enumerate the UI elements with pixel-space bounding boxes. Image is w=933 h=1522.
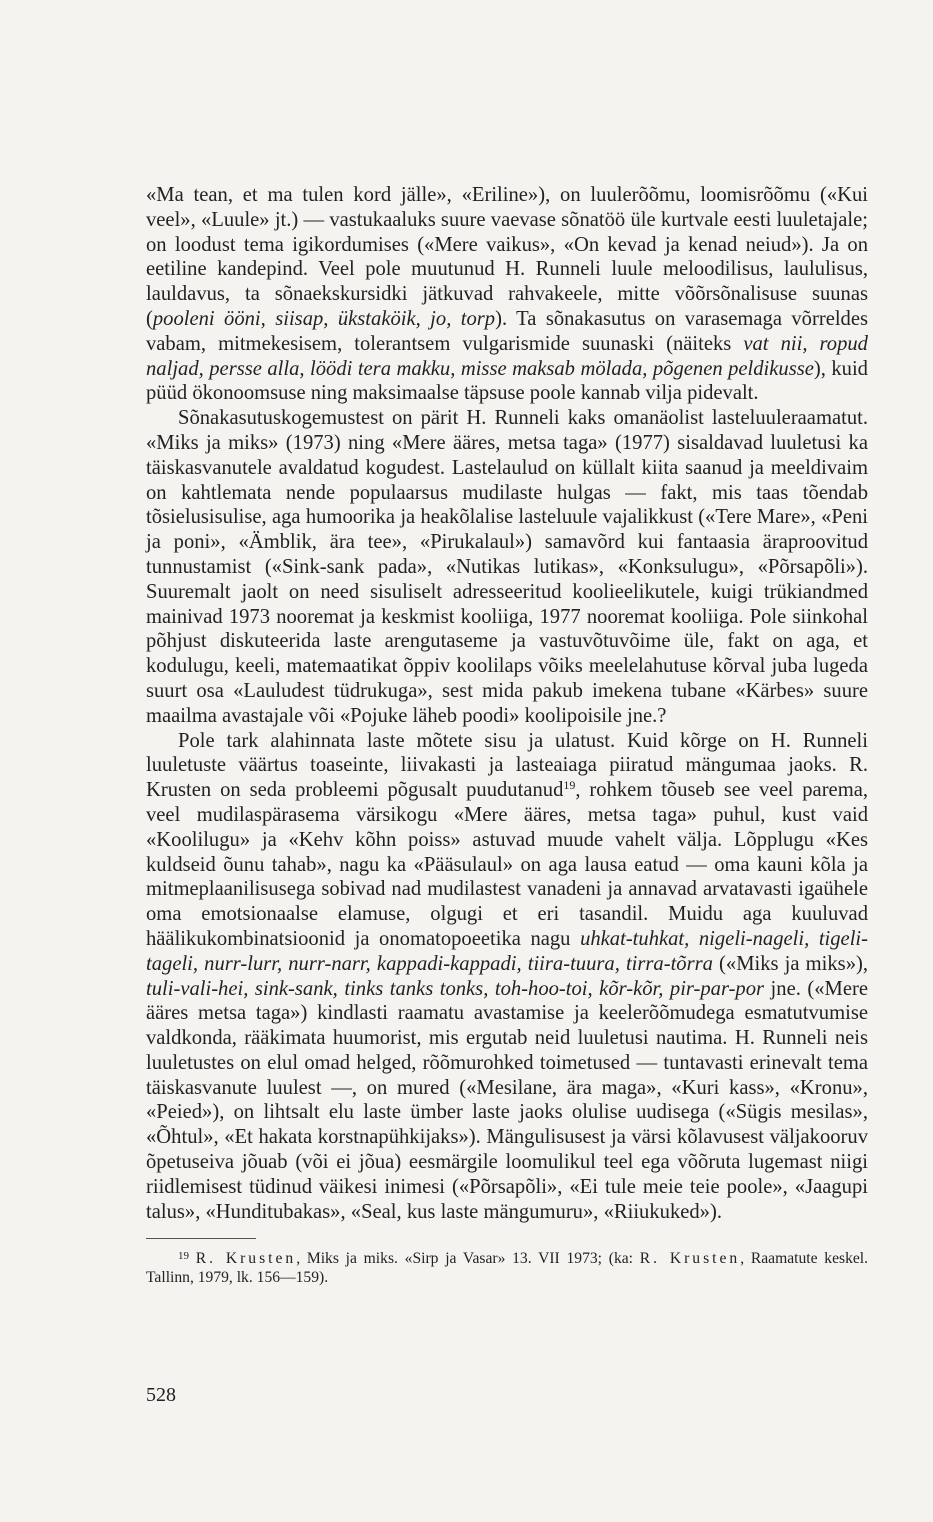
- text-segment: Sõnakasutuskogemustest on pärit H. Runneli kaks omanäolist lasteluuleraamatut. «Miks ja miks» (1973) ning «Mere ääres, metsa taga» (1977) sisaldavad luuletusi ka täiskasvanutele avaldatud kogudest. Lastelaulud on küllalt kiita saanud ja meeldivaim on kahtlemata nende populaarsus mudilaste hulgas — fakt, mis taas tõendab tõsielusisulise, aga humoorika ja heakõlalise lasteluule vajalikkust («Tere Mare», «Peni ja poni», «Ämblik, ära tee», «Pirukalaul») samavõrd kui fantaasia äraproovitud tunnustamist («Sink-sank pada», «Nutikas lutikas», «Konksulugu», «Põrsapõli»). Suuremalt jaolt on need sisuliselt adresseeritud koolieelikutele, kuigi trükiandmed mainivad 1973 nooremat ja keskmist kooliiga, 1977 nooremat kooliiga. Pole siinkohal põhjust diskuteerida laste arengutaseme ja vastuvõtuvõime üle, fakt on aga, et kodulugu, keeli, matemaatikat õppiv koolilaps võiks meelelahutuse kõrval juba lugeda suurt osa «Lauludest tüdrukuga», sest mida pakub imekena tubane «Kärbes» suure maailma avastajale või «Pojuke läheb poodi» koolipoisile jne.?: [146, 407, 868, 727]
- text-segment: pooleni ööni, siisap, ükstaköik, jo, torp: [152, 307, 496, 330]
- paragraph-3: [146, 729, 868, 1225]
- footnote-text: , Miks ja miks. «Sirp ja Vasar» 13. VII 1973; (ka:: [296, 1250, 640, 1268]
- text-segment: ), kuid püüd ökonoomsuse ning maksimaalse täpsuse poole kannab vilja pidevalt.: [146, 357, 868, 405]
- text-segment: ). Ta sõnakasutus on varasemaga võrreldes vabam, mitmekesisem, tolerantsem vulgarismide suunaski (näiteks: [146, 307, 869, 355]
- page-number: 528: [146, 1384, 176, 1406]
- text-segment: jne. («Mere ääres metsa taga») kindlasti raamatu avastamise ja keelerõõmudega esmatutvumise valdkonda, rääkimata huumorist, mis ergutab neid luuletusi nautima. H. Runneli neis luuletustes on elul omad helged, rõõmurohked toimetused — tuntavasti erinevalt tema täiskasvanute luulest —, on mured («Mesilane, ära maga», «Kuri kass», «Kronu», «Peied»), on lihtsalt elu laste ümber laste jaoks olulise uudisega («Sügis mesilas», «Õhtul», «Et hakata korstnapühkijaks»). Mängulisusest ja värsi kõlavusest väljakooruv õpetuseiva jõuab (või ei jõua) eesmärgile loomulikul teel ega võõruta lugemast niigi riidlemisest tüdinud väikesi inimesi («Põrsapõli», «Ei tule meie teie poole», «Jaagupi talus», «Hunditubakas», «Seal, kus laste mängumuru», «Riiukuked»).: [146, 977, 868, 1223]
- footnote-text: , Raamatute keskel. Tallinn, 1979, lk. 156—159).: [146, 1250, 869, 1287]
- text-segment: vat nii, ropud naljad, persse alla, löödi tera makku, misse maksab mölada, põgenen peldikusse: [146, 332, 868, 380]
- footnote-reference: 19: [563, 778, 576, 793]
- footnote-number: 19: [178, 1250, 189, 1263]
- paragraph-1: [146, 183, 868, 406]
- paragraph-2: [146, 406, 868, 728]
- footnote-separator: [146, 1238, 256, 1239]
- text-segment: Pole tark alahinnata laste mõtete sisu ja ulatust. Kuid kõrge on H. Runneli luuletuste väärtus toaseinte, liivakasti ja lasteaiaga piiratud mängumaa jaoks. R. Krusten on seda probleemi põgusalt puudutanud: [146, 729, 868, 802]
- text-segment: uhkat-tuhkat, nigeli-nageli, tigeli-tageli, nurr-lurr, nurr-narr, kappadi-kappadi, tiira-tuura, tirra-tõrra: [146, 927, 868, 975]
- footnote-text: [189, 1250, 196, 1267]
- author-name: R. Krusten: [639, 1250, 741, 1268]
- footnote-19: [146, 1249, 868, 1287]
- text-segment: tuli-vali-hei, sink-sank, tinks tanks tonks, toh-hoo-toi, kõr-kõr, pir-par-por: [146, 977, 765, 1000]
- page-body: [146, 183, 868, 1287]
- text-segment: , rohkem tõuseb see veel parema, veel mudilaspärasema värsikogu «Mere ääres, metsa taga» puhul, kust vaid «Koolilugu» ja «Kehv kõhn poiss» astuvad muude vahelt välja. Lõpplugu «Kes kuldseid õunu tahab», nagu ka «Pääsulaul» on aga lausa eatud — oma kauni kõla ja mitmeplaanilisusega sobivad nad mudilastest vanadeni ja annavad arvatavasti igaühele oma emotsionaalse elamuse, olgugi et eri tasandil. Muidu aga kuuluvad häälikukombinatsioonid ja onomatopoeetika nagu: [146, 779, 868, 950]
- text-segment: «Ma tean, et ma tulen kord jälle», «Eriline»), on luulerõõmu, loomisrõõmu («Kui veel», «Luule» jt.) — vastukaaluks suure vaevase sõnatöö üle kurtvale eesti luuletajale; on loodust tema igikordumises («Mere vaikus», «On kevad ja kenad neiud»). Ja on eetiline kandepind. Veel pole muutunud H. Runneli luule meloodilisus, laululisus, lauldavus, ta sõnaekskursidki jätkuvad rahvakeele, mitte võõrsõnalisuse suunas (: [146, 184, 868, 330]
- body-text: [146, 183, 868, 1224]
- text-segment: («Miks ja miks»),: [712, 952, 868, 975]
- author-name: R. Krusten: [195, 1250, 297, 1268]
